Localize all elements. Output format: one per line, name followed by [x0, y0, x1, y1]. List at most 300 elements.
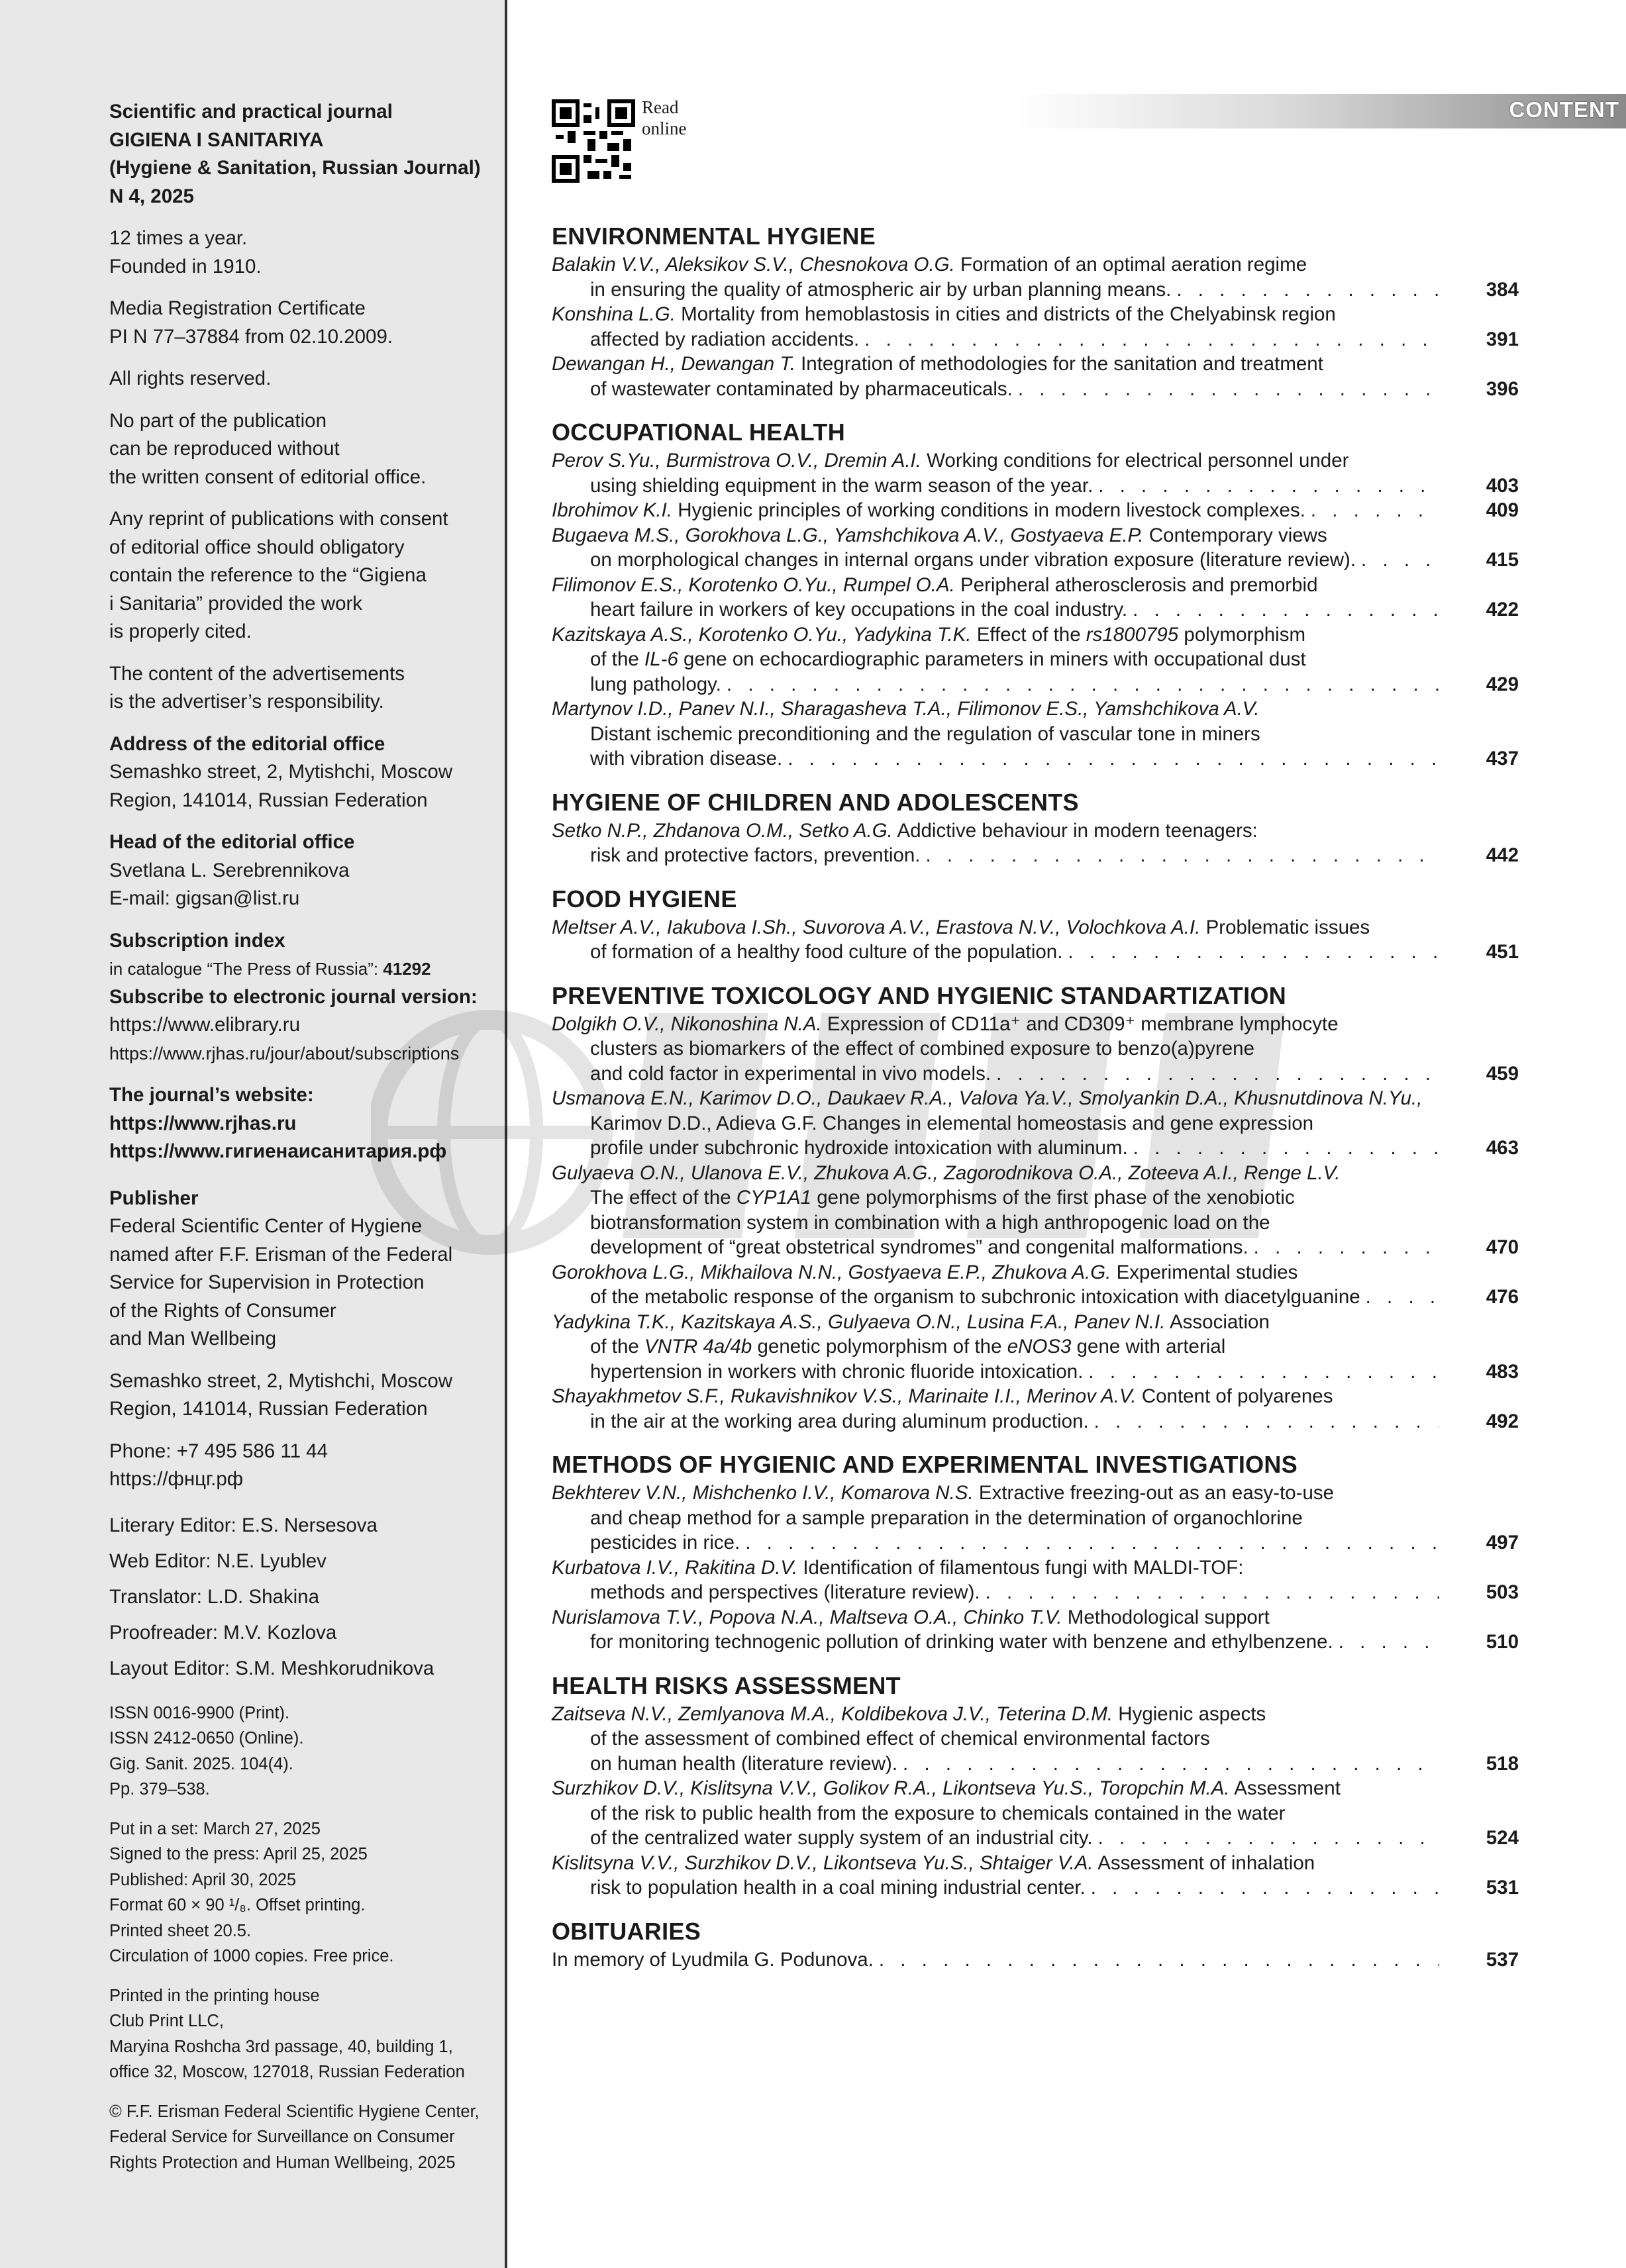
entry-authors: Usmanova E.N., Karimov D.O., Daukaev R.A., Valova Ya.V., Smolyankin D.A., Khusnutdinova N.Yu., [552, 1087, 1423, 1109]
dot-leader [745, 1530, 1439, 1555]
entry-first-text [552, 698, 1259, 720]
entry-title-text: Working conditions for electrical personnel under [927, 450, 1349, 471]
toc-entry[interactable] [552, 1012, 1519, 1087]
entry-line [552, 327, 1439, 352]
entry-title-text: of wastewater contaminated by pharmaceuticals. [590, 377, 1013, 400]
read-online-line: online [642, 119, 687, 138]
reprint-line: i Sanitaria” provided the work [109, 592, 363, 615]
entry-title-text: Integration of methodologies for the sanitation and treatment [801, 353, 1323, 375]
printing-house-line: office 32, Moscow, 127018, Russian Federation [109, 2063, 465, 2081]
entry-text [590, 1728, 1210, 1750]
dot-leader [1098, 1826, 1439, 1851]
entry-authors: Martynov I.D., Panev N.I., Sharagasheva T.A., Filimonov E.S., Yamshchikova A.V. [552, 698, 1260, 720]
entry-first-text [552, 916, 1370, 938]
copyright-info [109, 2099, 500, 2176]
entry-line [552, 746, 1439, 771]
rights-info [109, 365, 500, 393]
page-number: 463 [1486, 1137, 1519, 1159]
toc-entry[interactable] [552, 498, 1519, 523]
entry-text [590, 1751, 897, 1777]
entry-first-text [552, 1777, 1341, 1799]
section-title: PREVENTIVE TOXICOLOGY AND HYGIENIC STANDARTIZATION [552, 981, 1287, 1009]
entry-title-text: Hygienic principles of working conditions in modern livestock complexes. [678, 499, 1305, 521]
entry-first-text [552, 820, 1258, 842]
entry-text [590, 1875, 1086, 1900]
entry-line [552, 498, 1439, 523]
issn-line: ISSN 2412-0650 (Online). [109, 1729, 304, 1748]
page-number: 518 [1486, 1752, 1519, 1775]
section-title: OCCUPATIONAL HEALTH [552, 419, 846, 446]
sidebar [0, 0, 507, 2268]
entry-line [552, 573, 1439, 598]
dot-leader [1133, 597, 1439, 622]
toc-section [552, 885, 1519, 965]
entry-line [552, 1751, 1439, 1777]
dot-leader [879, 1948, 1439, 1973]
entry-line [552, 722, 1439, 747]
entry-title-text: of the metabolic response of the organism to subchronic intoxication with diacetylguanine [590, 1286, 1360, 1308]
printing-house-line: Printed in the printing house [109, 1986, 320, 2005]
website-link[interactable]: https://www.гигиенаисанитария.рф [109, 1140, 447, 1162]
no-part-line: No part of the publication [109, 409, 327, 432]
entry-text [590, 1112, 1313, 1134]
entry-text [590, 1530, 740, 1555]
page-number: 451 [1486, 941, 1519, 963]
rights-line: All rights reserved. [109, 368, 272, 389]
entry-line [552, 1530, 1439, 1555]
entry-title-text: Mortality from hemoblastosis in cities and districts of the Chelyabinsk region [681, 303, 1336, 325]
journal-line: GIGIENA I SANITARIYA [109, 128, 324, 151]
entry-title-text: Hygienic aspects [1118, 1702, 1266, 1725]
page-number: 403 [1486, 474, 1519, 497]
toc-entry[interactable] [552, 252, 1519, 302]
toc-entry[interactable] [552, 622, 1519, 697]
entry-text [590, 746, 782, 771]
printing-house-line: Club Print LLC, [109, 2012, 224, 2030]
address-line: Region, 141014, Russian Federation [109, 789, 428, 811]
read-online-label[interactable] [642, 97, 687, 139]
dot-leader [1361, 548, 1439, 573]
entry-title-text: on morphological changes in internal organs under vibration exposure (literature review). [590, 549, 1356, 571]
entry-text [590, 1187, 1295, 1208]
copyright-line: © F.F. Erisman Federal Scientific Hygiene Center, [109, 2102, 480, 2121]
section-title: HEALTH RISKS ASSESSMENT [552, 1671, 901, 1699]
entry-text [590, 1802, 1285, 1824]
reprint-info [109, 505, 500, 646]
head-email[interactable]: E-mail: gigsan@list.ru [109, 887, 300, 909]
entry-text [590, 1038, 1254, 1060]
dot-leader [1088, 1359, 1439, 1385]
entry-authors: Bekhterev V.N., Mishchenko I.V., Komarova N.S. [552, 1482, 974, 1504]
publisher-address-line: Region, 141014, Russian Federation [109, 1398, 428, 1420]
subscription-index: 41292 [383, 959, 431, 979]
literary-editor: Literary Editor: E.S. Nersesova [109, 1514, 378, 1536]
entry-text [590, 843, 920, 868]
entry-title-text: Karimov D.D., Adieva G.F. Changes in elemental homeostasis and gene expression [590, 1112, 1314, 1134]
entry-first-text [552, 524, 1327, 546]
page-number: 415 [1486, 549, 1519, 571]
entry-first-text [552, 574, 1318, 596]
entry-first-text [552, 498, 1305, 523]
page-number: 437 [1486, 748, 1519, 769]
entry-title-text: Expression of CD11a⁺ and CD309⁺ membrane lymphocyte [827, 1012, 1339, 1035]
entry-line [552, 1851, 1439, 1876]
entry-title-text: Problematic issues [1205, 916, 1370, 938]
electronic-title: Subscribe to electronic journal version: [109, 985, 478, 1008]
entry-authors: Bugaeva M.S., Gorokhova L.G., Yamshchikova A.V., Gostyaeva E.P. [552, 524, 1144, 546]
entry-authors: Dewangan H., Dewangan T. [552, 353, 795, 375]
entry-title-text: pesticides in rice. [590, 1532, 740, 1553]
publisher-line: Service for Supervision in Protection [109, 1271, 425, 1293]
toc-entry[interactable] [552, 573, 1519, 622]
entry-text [590, 1507, 1303, 1529]
toc-entry[interactable] [552, 1481, 1519, 1555]
entry-text [590, 277, 1171, 303]
address-line: Semashko street, 2, Mytishchi, Moscow [109, 761, 453, 783]
entry-line [552, 1235, 1439, 1260]
entry-line [552, 1359, 1439, 1385]
entry-line [552, 1409, 1439, 1434]
entry-authors: Gulyaeva O.N., Ulanova E.V., Zhukova A.G., Zagorodnikova O.A., Zoteeva A.I., Renge L.V. [552, 1161, 1341, 1184]
print-line: Format 60 × 90 ¹/₈. Offset printing. [109, 1896, 366, 1914]
publisher-line: Federal Scientific Center of Hygiene [109, 1215, 423, 1237]
toc-entry[interactable] [552, 448, 1519, 498]
phone-info [109, 1438, 500, 1494]
entry-line [552, 1875, 1439, 1900]
entry-text [590, 1136, 1128, 1161]
printing-house-line: Maryina Roshcha 3rd passage, 40, building 1, [109, 2037, 453, 2056]
entry-title-text: and cheap method for a sample preparation in the determination of organochlorine [590, 1506, 1303, 1529]
address-title: Address of the editorial office [109, 732, 385, 755]
entry-text [590, 1235, 1248, 1260]
entry-first-text [552, 353, 1323, 375]
entry-text [590, 1061, 991, 1087]
entry-line [552, 1481, 1439, 1506]
dot-leader [1068, 940, 1439, 965]
entry-text [590, 327, 859, 352]
page-number: 531 [1486, 1877, 1519, 1898]
entry-line [552, 1555, 1439, 1581]
entry-line [552, 473, 1439, 499]
entry-title-text: Content of polyarenes [1141, 1385, 1333, 1407]
toc-entry[interactable] [552, 1384, 1519, 1434]
entry-title-text: Association [1170, 1310, 1270, 1333]
read-online-line: Read [642, 97, 679, 117]
dot-leader [996, 1061, 1439, 1087]
entry-first-text [552, 1948, 874, 1973]
entry-text [590, 597, 1127, 622]
entry-authors: Shayakhmetov S.F., Rukavishnikov V.S., Marinaite I.I., Merinov A.V. [552, 1385, 1137, 1407]
frequency-line: Founded in 1910. [109, 255, 262, 277]
entry-authors: Perov S.Yu., Burmistrova O.V., Dremin A.I. [552, 450, 921, 471]
entry-line [552, 277, 1439, 303]
entry-authors: Filimonov E.S., Korotenko O.Yu., Rumpel O.A. [552, 573, 955, 596]
subscription-line [109, 955, 500, 983]
entry-line [552, 1012, 1439, 1037]
dot-leader [1094, 1409, 1439, 1434]
entry-title-text: hypertension in workers with chronic fluoride intoxication. [590, 1360, 1084, 1383]
entry-line [552, 622, 1439, 648]
entry-title-text: Addictive behaviour in modern teenagers: [897, 819, 1258, 842]
toc-entry[interactable] [552, 1260, 1519, 1310]
section-title: METHODS OF HYGIENIC AND EXPERIMENTAL INVESTIGATIONS [552, 1451, 1298, 1478]
page-number: 497 [1486, 1532, 1519, 1553]
entry-line [552, 523, 1439, 548]
entry-line [552, 697, 1439, 722]
entry-authors: Ibrohimov K.I. [552, 499, 672, 521]
entry-authors: Meltser A.V., Iakubova I.Sh., Suvorova A.V., Erastova N.V., Volochkova A.I. [552, 916, 1201, 938]
entry-line [552, 252, 1439, 277]
reprint-line: contain the reference to the “Gigiena [109, 564, 427, 586]
entry-title-text: Methodological support [1067, 1606, 1270, 1628]
dot-leader [1133, 1136, 1439, 1161]
sidebar-content [109, 98, 500, 2189]
entry-title-text: methods and perspectives (literature review). [590, 1581, 980, 1603]
dot-leader [727, 672, 1439, 697]
printing-house-info [109, 1983, 500, 2085]
reprint-line: of editorial office should obligatory [109, 536, 405, 558]
publisher-line: named after F.F. Erisman of the Federal [109, 1243, 453, 1265]
subscription-title: Subscription index [109, 929, 285, 952]
entry-first-text [552, 1703, 1266, 1725]
entry-authors: Dolgikh O.V., Nikonoshina N.A. [552, 1012, 822, 1035]
phone-line: Phone: +7 495 586 11 44 [109, 1440, 328, 1462]
entry-line [552, 1384, 1439, 1409]
page-number: 503 [1486, 1581, 1519, 1603]
entry-title-text: Experimental studies [1116, 1261, 1298, 1283]
entry-line [552, 1776, 1439, 1801]
toc-section [552, 1917, 1519, 1973]
entry-title-text: in ensuring the quality of atmospheric air by urban planning means. [590, 278, 1172, 301]
entry-line [552, 1285, 1439, 1310]
toc-entry[interactable] [552, 302, 1519, 352]
phone-link[interactable]: https://фнцг.рф [109, 1468, 244, 1490]
toc-entry[interactable] [552, 1086, 1519, 1161]
entry-title-text: development of “great obstetrical syndromes” and congenital malformations. [590, 1236, 1248, 1258]
page-number: 510 [1486, 1631, 1519, 1653]
entry-first-text [552, 254, 1307, 275]
entry-first-text [552, 1852, 1315, 1874]
entry-text [590, 1359, 1083, 1385]
entry-line [552, 1310, 1439, 1335]
entry-first-text [552, 303, 1336, 325]
entry-title-text: of the VNTR 4a/4b genetic polymorphism of the eNOS3 gene with arterial [590, 1336, 1226, 1357]
entry-line [552, 1260, 1439, 1285]
entry-authors: Kislitsyna V.V., Surzhikov D.V., Likontseva Yu.S., Shtaiger V.A. [552, 1851, 1093, 1874]
entry-title-text: The effect of the CYP1A1 gene polymorphisms of the first phase of the xenobiotic [590, 1187, 1295, 1208]
entry-first-text [552, 1385, 1333, 1407]
journal-line: N 4, 2025 [109, 185, 194, 207]
entry-line [552, 818, 1439, 844]
layout-editor: Layout Editor: S.M. Meshkorudnikova [109, 1657, 434, 1679]
entry-authors: Surzhikov D.V., Kislitsyna V.V., Golikov R.A., Likontseva Yu.S., Toropchin M.A. [552, 1777, 1230, 1799]
entry-first-text [552, 624, 1305, 646]
address-info [109, 730, 500, 815]
advert-line: is the advertiser’s responsibility. [109, 691, 384, 713]
entry-title-text: of the centralized water supply system of an industrial city. [590, 1827, 1093, 1849]
entry-first-text [552, 1162, 1340, 1184]
translator: Translator: L.D. Shakina [109, 1585, 319, 1608]
publisher-info [109, 1185, 500, 1354]
issn-line: Gig. Sanit. 2025. 104(4). [109, 1754, 293, 1773]
entry-title-text: on human health (literature review). [590, 1752, 898, 1775]
toc-section [552, 418, 1519, 771]
entry-text [590, 548, 1356, 573]
toc-entry[interactable] [552, 1605, 1519, 1655]
entry-title-text: profile under subchronic hydroxide intoxication with aluminum. [590, 1137, 1128, 1159]
entry-title-text: Effect of the rs1800795 polymorphism [976, 623, 1306, 646]
page-number: 470 [1486, 1236, 1519, 1258]
toc-entry[interactable] [552, 818, 1519, 868]
entry-line [552, 940, 1439, 965]
toc-entry[interactable] [552, 1555, 1519, 1605]
entry-title-text: lung pathology. [590, 673, 721, 695]
entry-authors: Kurbatova I.V., Rakitina D.V. [552, 1556, 798, 1579]
advert-info [109, 660, 500, 716]
dot-leader [1311, 498, 1439, 523]
toc-entry[interactable] [552, 697, 1519, 771]
entry-authors: Yadykina T.K., Kazitskaya A.S., Gulyaeva O.N., Lusina F.A., Panev N.I. [552, 1310, 1166, 1333]
issn-line: Pp. 379–538. [109, 1780, 210, 1799]
entry-title-text: and cold factor in experimental in vivo models. [590, 1062, 991, 1085]
entry-title-text: for monitoring technogenic pollution of drinking water with benzene and ethylbenzene. [590, 1631, 1333, 1653]
print-line: Printed sheet 20.5. [109, 1921, 252, 1940]
editors-info [109, 1508, 500, 1687]
page-number: 442 [1486, 844, 1519, 866]
journal-line: (Hygiene & Sanitation, Russian Journal) [109, 157, 481, 179]
toc-entry[interactable] [552, 915, 1519, 965]
entry-line [552, 377, 1439, 402]
page-number: 422 [1486, 599, 1519, 620]
head-name: Svetlana L. Serebrennikova [109, 859, 350, 881]
no-part-line: the written consent of editorial office. [109, 466, 427, 488]
copyright-line: Rights Protection and Human Wellbeing, 2025 [109, 2153, 456, 2172]
entry-text [590, 723, 1260, 745]
copyright-line: Federal Service for Surveillance on Consumer [109, 2128, 455, 2146]
entry-line [552, 672, 1439, 697]
dot-leader [1339, 1630, 1439, 1655]
entry-title-text: Peripheral atherosclerosis and premorbid [960, 573, 1318, 596]
entry-title-text: Distant ischemic preconditioning and the regulation of vascular tone in miners [590, 722, 1260, 745]
toc-entry[interactable] [552, 352, 1519, 401]
entry-line [552, 1506, 1439, 1531]
entry-line [552, 1111, 1439, 1136]
subscription-text: in catalogue “The Press of Russia”: [109, 959, 383, 979]
page-number: 409 [1486, 499, 1519, 521]
entry-title-text: Formation of an optimal aeration regime [960, 254, 1307, 275]
web-editor: Web Editor: N.E. Lyublev [109, 1550, 327, 1572]
entry-line [552, 1334, 1439, 1359]
electronic-link[interactable]: https://www.rjhas.ru/jour/about/subscriptions [109, 1043, 460, 1063]
content-header-label: CONTENT [1509, 97, 1619, 122]
toc-section [552, 1450, 1519, 1655]
toc-entry[interactable] [552, 1948, 1519, 1973]
entry-line [552, 1036, 1439, 1061]
toc-section [552, 1671, 1519, 1900]
section-title: ENVIRONMENTAL HYGIENE [552, 222, 876, 250]
entry-line [552, 1605, 1439, 1630]
entry-line [552, 1580, 1439, 1605]
entry-authors: Kazitskaya A.S., Korotenko O.Yu., Yadykina T.K. [552, 623, 972, 646]
toc-section [552, 788, 1519, 868]
journal-line: Scientific and practical journal [109, 101, 393, 123]
entry-line [552, 1136, 1439, 1161]
entry-first-text [552, 1261, 1297, 1283]
publisher-line: of the Rights of Consumer [109, 1299, 336, 1322]
reprint-line: is properly cited. [109, 620, 252, 642]
entry-title-text: of the risk to public health from the exposure to chemicals contained in the water [590, 1802, 1286, 1824]
dot-leader [986, 1580, 1439, 1605]
entry-title-text: risk to population health in a coal mining industrial center. [590, 1877, 1086, 1898]
entry-title-text: in the air at the working area during aluminum production. [590, 1410, 1089, 1432]
toc-entry[interactable] [552, 523, 1519, 573]
toc-entry[interactable] [552, 1161, 1519, 1260]
publisher-title: Publisher [109, 1187, 199, 1209]
registration-line: Media Registration Certificate [109, 297, 366, 319]
dot-leader [1018, 377, 1439, 402]
entry-line [552, 597, 1439, 622]
entry-text [590, 648, 1306, 670]
frequency-line: 12 times a year. [109, 227, 248, 249]
entry-text [590, 1826, 1093, 1851]
toc-entry[interactable] [552, 1851, 1519, 1900]
website-link[interactable]: https://www.rjhas.ru [109, 1112, 297, 1134]
entry-line [552, 448, 1439, 473]
dot-leader [1091, 1875, 1439, 1900]
entry-title-text: using shielding equipment in the warm season of the year. [590, 474, 1093, 497]
entry-first-text [552, 1013, 1339, 1035]
entry-text [590, 1409, 1089, 1434]
toc-entry[interactable] [552, 1310, 1519, 1385]
entry-title-text: risk and protective factors, prevention. [590, 844, 921, 866]
entry-authors: Balakin V.V., Aleksikov S.V., Chesnokova O.G. [552, 254, 955, 275]
entry-line [552, 302, 1439, 327]
dot-leader [1176, 277, 1439, 303]
page-number: 391 [1486, 328, 1519, 350]
entry-line [552, 1826, 1439, 1851]
no-part-info [109, 407, 500, 492]
entry-line [552, 1185, 1439, 1210]
entry-first-text [552, 1557, 1243, 1579]
reprint-line: Any reprint of publications with consent [109, 508, 448, 530]
entry-title-text: Identification of filamentous fungi with MALDI-TOF: [803, 1556, 1244, 1579]
entry-line [552, 1630, 1439, 1655]
entry-line [552, 1948, 1439, 1973]
toc-entry[interactable] [552, 1776, 1519, 1851]
publisher-address-line: Semashko street, 2, Mytishchi, Moscow [109, 1369, 453, 1392]
subscription-info [109, 927, 500, 1068]
publisher-address [109, 1367, 500, 1424]
electronic-link[interactable]: https://www.elibrary.ru [109, 1014, 300, 1036]
table-of-contents [552, 222, 1519, 1989]
qr-code-icon[interactable] [552, 99, 635, 183]
entry-line [552, 843, 1439, 868]
dot-leader [1366, 1285, 1439, 1310]
toc-entry[interactable] [552, 1702, 1519, 1777]
dot-leader [1254, 1235, 1439, 1260]
entry-first-text [552, 1606, 1270, 1628]
entry-title-text: of the assessment of combined effect of chemical environmental factors [590, 1728, 1210, 1750]
entry-title-text: of the IL-6 gene on echocardiographic parameters in miners with occupational dust [590, 648, 1306, 670]
registration-info [109, 295, 500, 351]
issn-line: ISSN 0016-9900 (Print). [109, 1703, 290, 1722]
entry-text [590, 473, 1093, 499]
content-header-bar [1017, 94, 1626, 128]
entry-line [552, 1061, 1439, 1087]
entry-title-text: Extractive freezing-out as an easy-to-use [978, 1482, 1335, 1504]
entry-authors: Zaitseva N.V., Zemlyanova M.A., Koldibekova J.V., Teterina D.M. [552, 1702, 1113, 1725]
entry-title-text: Assessment [1234, 1777, 1341, 1799]
